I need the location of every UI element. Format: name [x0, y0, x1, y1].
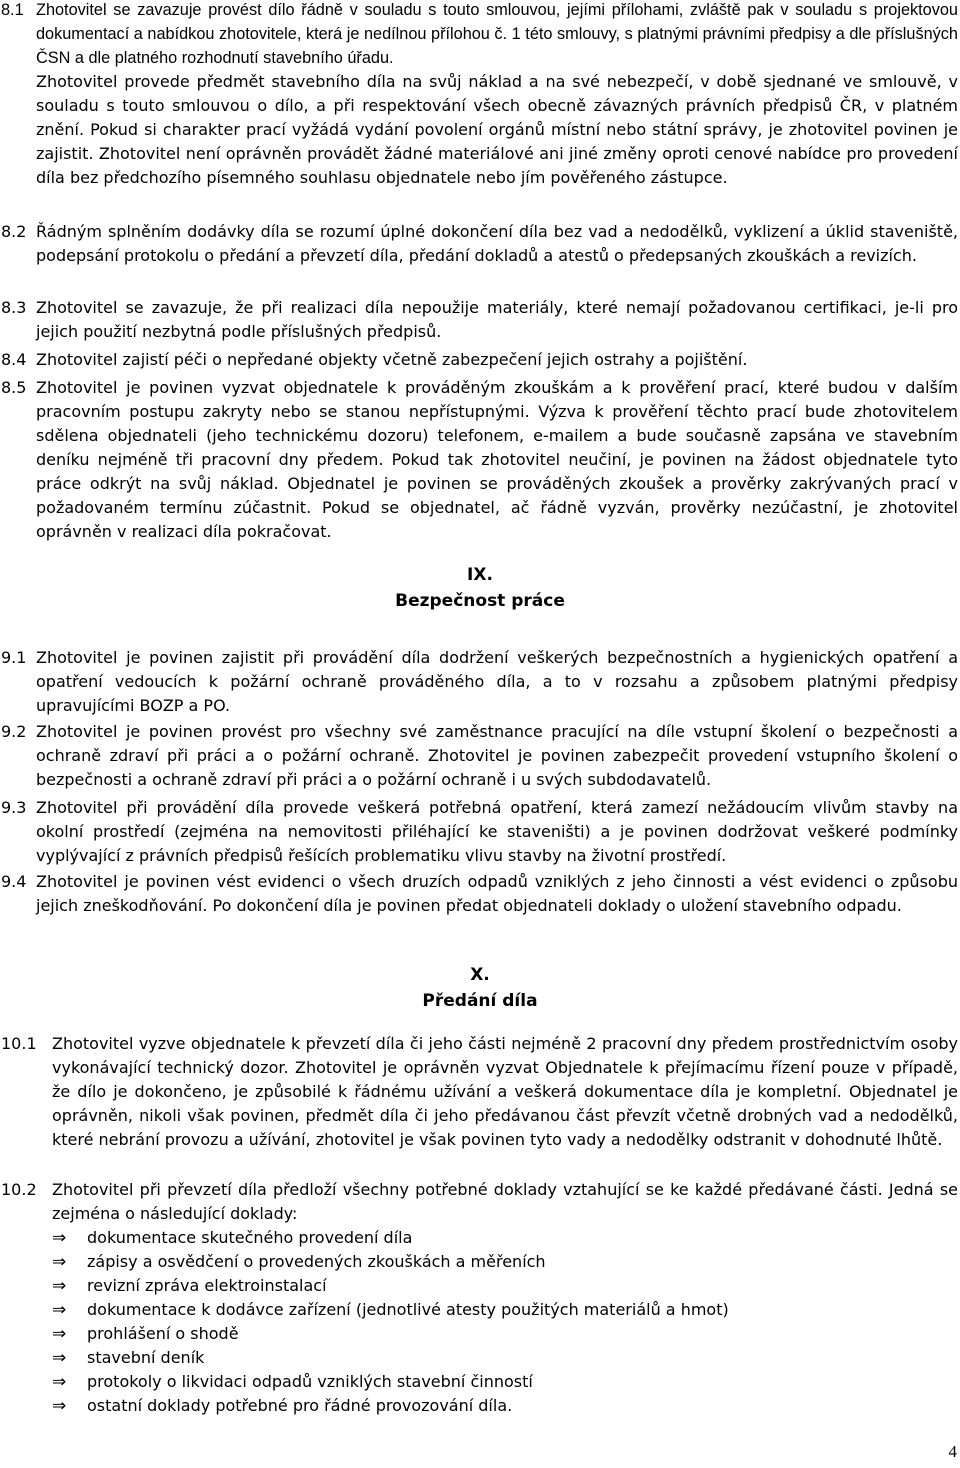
clause-text: Zhotovitel se zavazuje provést dílo řádně v souladu s touto smlouvou, jejími přílohami, zvláště pak v souladu s projektovou dokumentací a nabídkou zhotovitele, která je nedílnou přílohou č. 1 této smlouvy, s platnými právními předpisy a dle příslušných ČSN a dle platného rozhodnutí stavebního úřadu.: [36, 1, 958, 67]
section-heading-x: [0, 962, 960, 1014]
clause-number: 9.3: [1, 798, 27, 817]
list-item: [0, 1370, 958, 1394]
clause-text: Zhotovitel je povinen provést pro všechny své zaměstnance pracující na díle vstupní školení o bezpečnosti a ochraně zdraví při práci a o požární ochraně. Zhotovitel je povinen zabezpečit provedení vstupního školení o bezpečnosti a ochraně zdraví při práci a o požární ochraně i u svých subdodavatelů.: [36, 722, 958, 789]
clause-10-2: [0, 1178, 958, 1226]
arrow-right-icon: ⇒: [52, 1324, 67, 1344]
clause-number: 9.2: [1, 722, 27, 741]
clause-text: Zhotovitel zajistí péči o nepředané objekty včetně zabezpečení jejich ostrahy a pojištění.: [36, 350, 748, 369]
list-item-text: ostatní doklady potřebné pro řádné provozování díla.: [87, 1396, 513, 1415]
section-title: Předání díla: [422, 991, 538, 1011]
clause-text: Zhotovitel je povinen vyzvat objednatele k prováděným zkouškám a k prověření prací, které budou v dalším pracovním postupu zakryty nebo se stanou nepřístupnými. Výzva k prověření těchto prací bude zhotovitelem sdělena objednateli (jeho technickému dozoru) telefonem, e-mailem a bude současně zapsána ve stavebním deníku nejméně tři pracovní dny předem. Pokud tak zhotovitel neučiní, je povinen na žádost objednatele tyto práce odkrýt na svůj náklad. Objednatel je povinen se prováděných zkoušek a prověrky zakrývaných prací v požadovaném termínu zúčastnit. Pokud se objednatel, ač řádně vyzván, prověrky nezúčastní, je zhotovitel oprávněn v realizaci díla pokračovat.: [36, 378, 958, 541]
arrow-right-icon: ⇒: [52, 1372, 67, 1392]
clause-text: Zhotovitel při převzetí díla předloží všechny potřebné doklady vztahující se ke každé předávané části. Jedná se zejména o následující doklady:: [52, 1180, 958, 1223]
arrow-right-icon: ⇒: [52, 1276, 67, 1296]
list-item-text: dokumentace skutečného provedení díla: [87, 1228, 413, 1247]
clause-number: 8.4: [1, 350, 27, 369]
clause-number: 9.4: [1, 872, 27, 891]
clause-text: Zhotovitel vyzve objednatele k převzetí díla či jeho části nejméně 2 pracovní dny předem prostřednictvím osoby vykonávající technický dozor. Zhotovitel je oprávněn vyzvat Objednatele k přejímacímu řízení pouze v případě, že dílo je dokončeno, je způsobilé k řádnému užívání a veškerá dokumentace díla je kompletní. Objednatel je oprávněn, nikoli však povinen, předmět díla či jeho předávanou část převzít včetně drobných vad a nedodělků, které nebrání provozu a užívání, zhotovitel je však povinen tyto vady a nedodělky odstranit v dohodnuté lhůtě.: [52, 1034, 958, 1149]
clause-8-1-continuation: [0, 70, 958, 190]
arrow-right-icon: ⇒: [52, 1300, 67, 1320]
clause-10-1: [0, 1032, 958, 1152]
clause-text: Zhotovitel provede předmět stavebního díla na svůj náklad a na své nebezpečí, v době sjednané ve smlouvě, v souladu s touto smlouvou o dílo, a při respektování všech obecně závazných právních předpisů ČR, v platném znění. Pokud si charakter prací vyžádá vydání povolení orgánů místní nebo státní správy, je zhotovitel povinen je zajistit. Zhotovitel není oprávněn provádět žádné materiálové ani jiné změny oproti cenové nabídce pro provedení díla bez předchozího písemného souhlasu objednatele nebo jím pověřeného zástupce.: [36, 72, 958, 187]
clause-8-5: [0, 376, 958, 544]
clause-text: Zhotovitel je povinen vést evidenci o všech druzích odpadů vzniklých z jeho činnosti a vést evidenci o způsobu jejich zneškodňování. Po dokončení díla je povinen předat objednateli doklady o uložení stavebního odpadu.: [36, 872, 958, 915]
clause-8-3: [0, 296, 958, 344]
clause-text: Zhotovitel se zavazuje, že při realizaci díla nepoužije materiály, které nemají požadovanou certifikaci, je-li pro jejich použití nezbytná podle příslušných předpisů.: [36, 298, 958, 341]
clause-number: 8.5: [1, 378, 27, 397]
clause-9-1: [0, 646, 958, 718]
list-item: [0, 1346, 958, 1370]
arrow-right-icon: ⇒: [52, 1348, 67, 1368]
section-number: IX.: [467, 565, 493, 585]
list-item: [0, 1250, 958, 1274]
clause-8-2: [0, 220, 958, 268]
arrow-right-icon: ⇒: [52, 1252, 67, 1272]
clause-8-1: [0, 0, 958, 70]
section-title: Bezpečnost práce: [395, 591, 565, 611]
list-item-text: stavební deník: [87, 1348, 205, 1367]
section-number: X.: [470, 965, 490, 985]
clause-number: 8.3: [1, 298, 27, 317]
clause-9-2: [0, 720, 958, 792]
clause-text: Zhotovitel je povinen zajistit při provádění díla dodržení veškerých bezpečnostních a hygienických opatření a opatření vedoucích k požární ochraně prováděného díla, a to v rozsahu a způsobem platnými předpisy upravujícími BOZP a PO.: [36, 648, 958, 715]
list-item-text: prohlášení o shodě: [87, 1324, 239, 1343]
clause-text: Řádným splněním dodávky díla se rozumí úplné dokončení díla bez vad a nedodělků, vyklizení a úklid staveniště, podepsání protokolu o předání a převzetí díla, předání dokladů a atestů o předepsaných zkouškách a revizích.: [36, 222, 958, 265]
clause-9-3: [0, 796, 958, 868]
arrow-right-icon: ⇒: [52, 1228, 67, 1248]
clause-number: 8.1: [1, 1, 24, 19]
list-item: [0, 1274, 958, 1298]
page-number: 4: [948, 1442, 957, 1461]
list-item-text: protokoly o likvidaci odpadů vzniklých stavební činností: [87, 1372, 533, 1391]
list-item: [0, 1394, 958, 1418]
clause-number: 9.1: [1, 648, 27, 667]
clause-8-4: [0, 348, 958, 372]
list-item: [0, 1298, 958, 1322]
section-heading-ix: [0, 562, 960, 614]
required-documents-list: [0, 1226, 958, 1418]
list-item-text: zápisy a osvědčení o provedených zkouškách a měřeních: [87, 1252, 546, 1271]
clause-number: 8.2: [1, 222, 27, 241]
arrow-right-icon: ⇒: [52, 1396, 67, 1416]
list-item: [0, 1322, 958, 1346]
clause-number: 10.2: [1, 1180, 37, 1199]
list-item-text: revizní zpráva elektroinstalací: [87, 1276, 327, 1295]
clause-text: Zhotovitel při provádění díla provede veškerá potřebná opatření, která zamezí nežádoucím vlivům stavby na okolní prostředí (zejména na nemovitosti přiléhající ke staveništi) a je povinen dodržovat veškeré podmínky vyplývající z právních předpisů řešících problematiku vlivu stavby na životní prostředí.: [36, 798, 958, 865]
clause-9-4: [0, 870, 958, 918]
list-item: [0, 1226, 958, 1250]
clause-number: 10.1: [1, 1034, 37, 1053]
list-item-text: dokumentace k dodávce zařízení (jednotlivé atesty použitých materiálů a hmot): [87, 1300, 729, 1319]
